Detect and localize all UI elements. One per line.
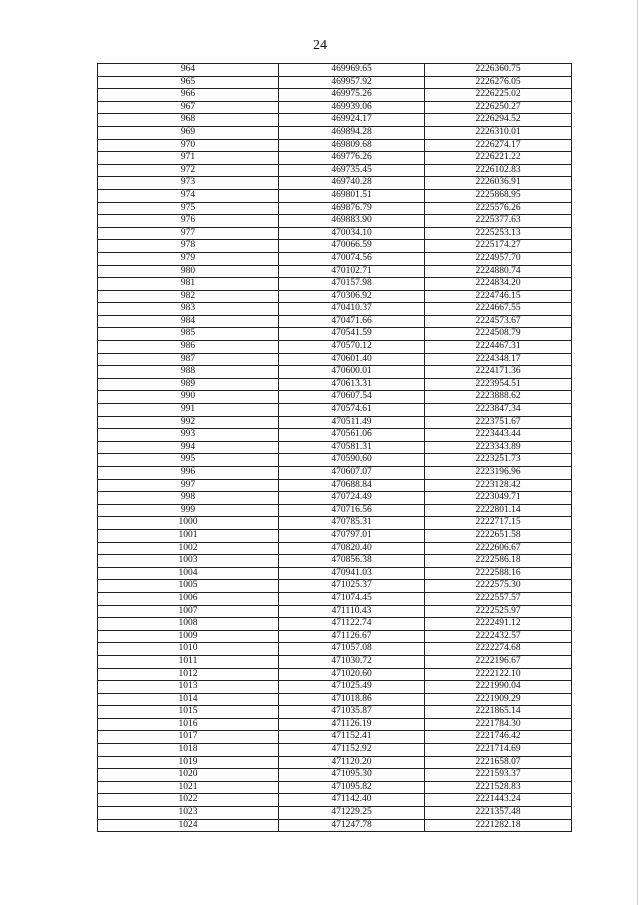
point-number-cell: 1001 — [98, 529, 279, 542]
point-number-cell: 988 — [98, 366, 279, 379]
point-number-cell: 994 — [98, 441, 279, 454]
y-coordinate-cell: 2226036.91 — [425, 177, 572, 190]
x-coordinate-cell: 471120.20 — [279, 756, 425, 769]
x-coordinate-cell: 471095.30 — [279, 769, 425, 782]
point-number-cell: 1011 — [98, 655, 279, 668]
coordinates-table-body — [98, 64, 572, 832]
x-coordinate-cell: 470102.71 — [279, 265, 425, 278]
table-row — [98, 227, 572, 240]
table-row — [98, 567, 572, 580]
table-row — [98, 303, 572, 316]
table-row — [98, 252, 572, 265]
table-row — [98, 416, 572, 429]
table-row — [98, 215, 572, 228]
point-number-cell: 976 — [98, 215, 279, 228]
y-coordinate-cell: 2226360.75 — [425, 64, 572, 77]
table-row — [98, 504, 572, 517]
point-number-cell: 1024 — [98, 819, 279, 832]
table-row — [98, 189, 572, 202]
point-number-cell: 967 — [98, 101, 279, 114]
y-coordinate-cell: 2224957.70 — [425, 252, 572, 265]
point-number-cell: 985 — [98, 328, 279, 341]
y-coordinate-cell: 2222801.14 — [425, 504, 572, 517]
point-number-cell: 1023 — [98, 807, 279, 820]
table-row — [98, 391, 572, 404]
x-coordinate-cell: 471247.78 — [279, 819, 425, 832]
table-row — [98, 202, 572, 215]
y-coordinate-cell: 2225868.95 — [425, 189, 572, 202]
x-coordinate-cell: 470034.10 — [279, 227, 425, 240]
x-coordinate-cell: 470471.66 — [279, 315, 425, 328]
point-number-cell: 990 — [98, 391, 279, 404]
x-coordinate-cell: 470590.60 — [279, 454, 425, 467]
table-row — [98, 139, 572, 152]
y-coordinate-cell: 2224667.55 — [425, 303, 572, 316]
point-number-cell: 966 — [98, 89, 279, 102]
y-coordinate-cell: 2221746.42 — [425, 731, 572, 744]
point-number-cell: 1002 — [98, 542, 279, 555]
table-row — [98, 76, 572, 89]
y-coordinate-cell: 2223847.34 — [425, 404, 572, 417]
y-coordinate-cell: 2225253.13 — [425, 227, 572, 240]
table-row — [98, 756, 572, 769]
x-coordinate-cell: 469883.90 — [279, 215, 425, 228]
y-coordinate-cell: 2222575.30 — [425, 580, 572, 593]
point-number-cell: 998 — [98, 492, 279, 505]
x-coordinate-cell: 469776.26 — [279, 152, 425, 165]
table-row — [98, 492, 572, 505]
table-row — [98, 126, 572, 139]
table-row — [98, 517, 572, 530]
x-coordinate-cell: 470074.56 — [279, 252, 425, 265]
point-number-cell: 964 — [98, 64, 279, 77]
table-row — [98, 328, 572, 341]
x-coordinate-cell: 470607.07 — [279, 467, 425, 480]
y-coordinate-cell: 2221528.83 — [425, 781, 572, 794]
y-coordinate-cell: 2223443.44 — [425, 429, 572, 442]
table-row — [98, 366, 572, 379]
x-coordinate-cell: 471025.37 — [279, 580, 425, 593]
table-row — [98, 177, 572, 190]
point-number-cell: 1016 — [98, 718, 279, 731]
point-number-cell: 991 — [98, 404, 279, 417]
point-number-cell: 972 — [98, 164, 279, 177]
table-row — [98, 114, 572, 127]
x-coordinate-cell: 471074.45 — [279, 592, 425, 605]
point-number-cell: 984 — [98, 315, 279, 328]
y-coordinate-cell: 2225174.27 — [425, 240, 572, 253]
y-coordinate-cell: 2221784.30 — [425, 718, 572, 731]
y-coordinate-cell: 2224880.74 — [425, 265, 572, 278]
point-number-cell: 1009 — [98, 630, 279, 643]
x-coordinate-cell: 471126.67 — [279, 630, 425, 643]
x-coordinate-cell: 471020.60 — [279, 668, 425, 681]
point-number-cell: 1013 — [98, 681, 279, 694]
table-row — [98, 278, 572, 291]
table-row — [98, 404, 572, 417]
y-coordinate-cell: 2222122.10 — [425, 668, 572, 681]
y-coordinate-cell: 2221909.29 — [425, 693, 572, 706]
y-coordinate-cell: 2225576.26 — [425, 202, 572, 215]
point-number-cell: 970 — [98, 139, 279, 152]
coordinates-table — [97, 63, 572, 832]
point-number-cell: 1003 — [98, 555, 279, 568]
table-row — [98, 693, 572, 706]
y-coordinate-cell: 2226221.22 — [425, 152, 572, 165]
point-number-cell: 978 — [98, 240, 279, 253]
y-coordinate-cell: 2222588.16 — [425, 567, 572, 580]
table-row — [98, 542, 572, 555]
point-number-cell: 977 — [98, 227, 279, 240]
point-number-cell: 983 — [98, 303, 279, 316]
point-number-cell: 979 — [98, 252, 279, 265]
x-coordinate-cell: 471152.41 — [279, 731, 425, 744]
table-row — [98, 769, 572, 782]
point-number-cell: 982 — [98, 290, 279, 303]
x-coordinate-cell: 471057.08 — [279, 643, 425, 656]
x-coordinate-cell: 470724.49 — [279, 492, 425, 505]
y-coordinate-cell: 2224746.15 — [425, 290, 572, 303]
point-number-cell: 996 — [98, 467, 279, 480]
point-number-cell: 980 — [98, 265, 279, 278]
table-row — [98, 731, 572, 744]
y-coordinate-cell: 2226250.27 — [425, 101, 572, 114]
table-row — [98, 240, 572, 253]
x-coordinate-cell: 470581.31 — [279, 441, 425, 454]
y-coordinate-cell: 2226102.83 — [425, 164, 572, 177]
point-number-cell: 1010 — [98, 643, 279, 656]
table-row — [98, 529, 572, 542]
x-coordinate-cell: 471229.25 — [279, 807, 425, 820]
point-number-cell: 986 — [98, 341, 279, 354]
y-coordinate-cell: 2224834.20 — [425, 278, 572, 291]
y-coordinate-cell: 2221282.18 — [425, 819, 572, 832]
y-coordinate-cell: 2221658.07 — [425, 756, 572, 769]
page-number: 24 — [313, 38, 327, 53]
point-number-cell: 1008 — [98, 618, 279, 631]
x-coordinate-cell: 469924.17 — [279, 114, 425, 127]
y-coordinate-cell: 2222432.57 — [425, 630, 572, 643]
x-coordinate-cell: 470856.38 — [279, 555, 425, 568]
y-coordinate-cell: 2226225.02 — [425, 89, 572, 102]
x-coordinate-cell: 469740.28 — [279, 177, 425, 190]
point-number-cell: 1000 — [98, 517, 279, 530]
y-coordinate-cell: 2222606.67 — [425, 542, 572, 555]
x-coordinate-cell: 469801.51 — [279, 189, 425, 202]
y-coordinate-cell: 2223196.96 — [425, 467, 572, 480]
x-coordinate-cell: 470688.84 — [279, 479, 425, 492]
x-coordinate-cell: 470607.54 — [279, 391, 425, 404]
x-coordinate-cell: 470785.31 — [279, 517, 425, 530]
point-number-cell: 997 — [98, 479, 279, 492]
y-coordinate-cell: 2221990.04 — [425, 681, 572, 694]
x-coordinate-cell: 471025.49 — [279, 681, 425, 694]
x-coordinate-cell: 471122.74 — [279, 618, 425, 631]
table-row — [98, 290, 572, 303]
point-number-cell: 965 — [98, 76, 279, 89]
x-coordinate-cell: 469876.79 — [279, 202, 425, 215]
table-row — [98, 353, 572, 366]
table-row — [98, 265, 572, 278]
point-number-cell: 1022 — [98, 794, 279, 807]
y-coordinate-cell: 2222717.15 — [425, 517, 572, 530]
x-coordinate-cell: 470066.59 — [279, 240, 425, 253]
point-number-cell: 1007 — [98, 605, 279, 618]
y-coordinate-cell: 2223888.62 — [425, 391, 572, 404]
point-number-cell: 968 — [98, 114, 279, 127]
point-number-cell: 1019 — [98, 756, 279, 769]
point-number-cell: 1018 — [98, 744, 279, 757]
table-row — [98, 315, 572, 328]
x-coordinate-cell: 471152.92 — [279, 744, 425, 757]
point-number-cell: 987 — [98, 353, 279, 366]
table-row — [98, 605, 572, 618]
x-coordinate-cell: 470941.03 — [279, 567, 425, 580]
y-coordinate-cell: 2222525.97 — [425, 605, 572, 618]
point-number-cell: 993 — [98, 429, 279, 442]
table-row — [98, 643, 572, 656]
point-number-cell: 999 — [98, 504, 279, 517]
table-row — [98, 441, 572, 454]
x-coordinate-cell: 470601.40 — [279, 353, 425, 366]
point-number-cell: 1012 — [98, 668, 279, 681]
table-row — [98, 89, 572, 102]
y-coordinate-cell: 2223049.71 — [425, 492, 572, 505]
y-coordinate-cell: 2223343.89 — [425, 441, 572, 454]
y-coordinate-cell: 2223128.42 — [425, 479, 572, 492]
table-row — [98, 580, 572, 593]
point-number-cell: 969 — [98, 126, 279, 139]
table-row — [98, 781, 572, 794]
y-coordinate-cell: 2223751.67 — [425, 416, 572, 429]
table-row — [98, 819, 572, 832]
point-number-cell: 975 — [98, 202, 279, 215]
table-row — [98, 618, 572, 631]
table-row — [98, 744, 572, 757]
x-coordinate-cell: 470797.01 — [279, 529, 425, 542]
y-coordinate-cell: 2222586.18 — [425, 555, 572, 568]
y-coordinate-cell: 2221357.48 — [425, 807, 572, 820]
point-number-cell: 1005 — [98, 580, 279, 593]
x-coordinate-cell: 471035.87 — [279, 706, 425, 719]
y-coordinate-cell: 2226274.17 — [425, 139, 572, 152]
point-number-cell: 1006 — [98, 592, 279, 605]
table-row — [98, 807, 572, 820]
y-coordinate-cell: 2222274.68 — [425, 643, 572, 656]
table-row — [98, 655, 572, 668]
y-coordinate-cell: 2221443.24 — [425, 794, 572, 807]
point-number-cell: 973 — [98, 177, 279, 190]
y-coordinate-cell: 2221714.69 — [425, 744, 572, 757]
point-number-cell: 974 — [98, 189, 279, 202]
y-coordinate-cell: 2221865.14 — [425, 706, 572, 719]
table-row — [98, 101, 572, 114]
y-coordinate-cell: 2224171.36 — [425, 366, 572, 379]
table-row — [98, 454, 572, 467]
point-number-cell: 1014 — [98, 693, 279, 706]
x-coordinate-cell: 470574.61 — [279, 404, 425, 417]
point-number-cell: 1021 — [98, 781, 279, 794]
table-row — [98, 668, 572, 681]
x-coordinate-cell: 471095.82 — [279, 781, 425, 794]
page-edge-line — [637, 0, 638, 905]
y-coordinate-cell: 2222196.67 — [425, 655, 572, 668]
y-coordinate-cell: 2224348.17 — [425, 353, 572, 366]
point-number-cell: 981 — [98, 278, 279, 291]
x-coordinate-cell: 470511.49 — [279, 416, 425, 429]
y-coordinate-cell: 2226310.01 — [425, 126, 572, 139]
point-number-cell: 992 — [98, 416, 279, 429]
table-row — [98, 64, 572, 77]
x-coordinate-cell: 470561.06 — [279, 429, 425, 442]
x-coordinate-cell: 471018.86 — [279, 693, 425, 706]
y-coordinate-cell: 2224573.67 — [425, 315, 572, 328]
x-coordinate-cell: 470613.31 — [279, 378, 425, 391]
x-coordinate-cell: 470410.37 — [279, 303, 425, 316]
y-coordinate-cell: 2223954.51 — [425, 378, 572, 391]
table-row — [98, 164, 572, 177]
table-row — [98, 630, 572, 643]
x-coordinate-cell: 469809.68 — [279, 139, 425, 152]
table-row — [98, 467, 572, 480]
x-coordinate-cell: 469894.28 — [279, 126, 425, 139]
point-number-cell: 1017 — [98, 731, 279, 744]
x-coordinate-cell: 469975.26 — [279, 89, 425, 102]
x-coordinate-cell: 469957.92 — [279, 76, 425, 89]
table-row — [98, 718, 572, 731]
point-number-cell: 995 — [98, 454, 279, 467]
x-coordinate-cell: 471030.72 — [279, 655, 425, 668]
point-number-cell: 1015 — [98, 706, 279, 719]
x-coordinate-cell: 471142.40 — [279, 794, 425, 807]
table-row — [98, 341, 572, 354]
x-coordinate-cell: 469939.06 — [279, 101, 425, 114]
y-coordinate-cell: 2222557.57 — [425, 592, 572, 605]
point-number-cell: 1020 — [98, 769, 279, 782]
point-number-cell: 971 — [98, 152, 279, 165]
x-coordinate-cell: 470820.40 — [279, 542, 425, 555]
y-coordinate-cell: 2222651.58 — [425, 529, 572, 542]
x-coordinate-cell: 471126.19 — [279, 718, 425, 731]
x-coordinate-cell: 471110.43 — [279, 605, 425, 618]
x-coordinate-cell: 469735.45 — [279, 164, 425, 177]
table-row — [98, 794, 572, 807]
table-row — [98, 681, 572, 694]
table-row — [98, 378, 572, 391]
y-coordinate-cell: 2223251.73 — [425, 454, 572, 467]
table-row — [98, 592, 572, 605]
table-row — [98, 152, 572, 165]
y-coordinate-cell: 2224508.79 — [425, 328, 572, 341]
x-coordinate-cell: 470157.98 — [279, 278, 425, 291]
x-coordinate-cell: 470570.12 — [279, 341, 425, 354]
y-coordinate-cell: 2226276.05 — [425, 76, 572, 89]
y-coordinate-cell: 2222491.12 — [425, 618, 572, 631]
x-coordinate-cell: 470600.01 — [279, 366, 425, 379]
table-row — [98, 479, 572, 492]
y-coordinate-cell: 2225377.63 — [425, 215, 572, 228]
x-coordinate-cell: 470541.59 — [279, 328, 425, 341]
table-row — [98, 429, 572, 442]
table-row — [98, 555, 572, 568]
x-coordinate-cell: 470306.92 — [279, 290, 425, 303]
x-coordinate-cell: 469969.65 — [279, 64, 425, 77]
x-coordinate-cell: 470716.56 — [279, 504, 425, 517]
point-number-cell: 1004 — [98, 567, 279, 580]
y-coordinate-cell: 2224467.31 — [425, 341, 572, 354]
table-row — [98, 706, 572, 719]
y-coordinate-cell: 2221593.37 — [425, 769, 572, 782]
point-number-cell: 989 — [98, 378, 279, 391]
y-coordinate-cell: 2226294.52 — [425, 114, 572, 127]
